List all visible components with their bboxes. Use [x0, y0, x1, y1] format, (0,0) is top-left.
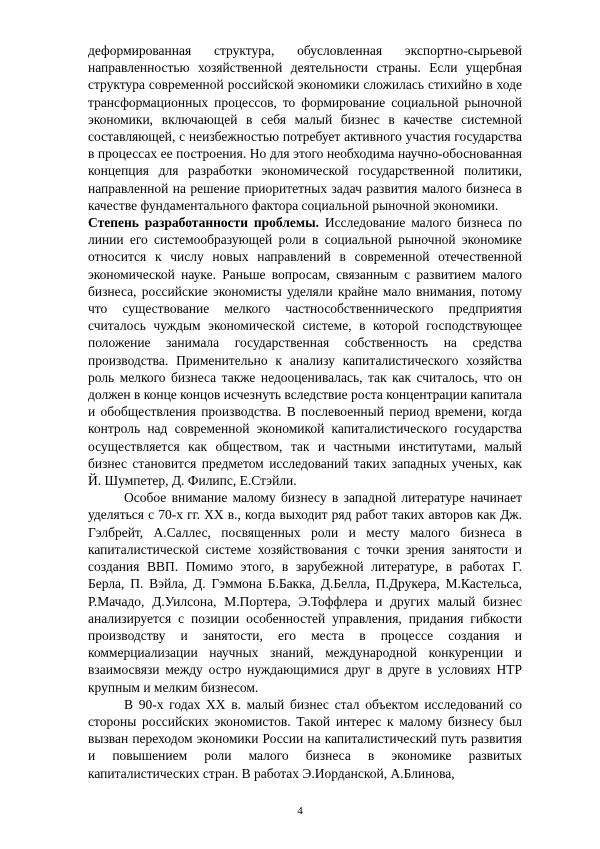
paragraph-3	[88, 489, 522, 695]
paragraph-4-text: В 90-х годах XX в. малый бизнес стал объектом исследований со стороны российских экономистов. Такой интерес к малому бизнесу был вызван переходом экономики России на капиталистический путь развития и повышением роли малого бизнеса в экономике развитых капиталистических стран. В работах Э.Иорданской, А.Блинова,	[88, 696, 522, 781]
paragraph-3-text: Особое внимание малому бизнесу в западной литературе начинает уделяться с 70-х гг. XX в., когда выходит ряд работ таких авторов как Дж. Гэлбрейт, А.Саллес, посвященных роли и месту малого бизнеса в капиталистической системе хозяйствования с точки зрения занятости и создания ВВП. Помимо этого, в зарубежной литературе, в работах Г. Берла, П. Вэйла, Д. Гэммона Б.Бакка, Д.Белла, П.Друкера, М.Кастельса, Р.Мачадо, Д.Уилсона, М.Портера, Э.Тоффлера и других малый бизнес анализируется с позиции особенностей управления, придания гибкости производству и занятости, его места в процессе создания и коммерциализации научных знаний, международной конкуренции и взаимосвязи между остро нуждающимися друг в друге в условиях НТР крупным и мелким бизнесом.	[88, 490, 522, 695]
page-number: 4	[297, 805, 303, 817]
paragraph-2	[88, 214, 522, 489]
paragraph-4	[88, 696, 522, 782]
paragraph-1	[88, 42, 522, 214]
section-heading: Степень разработанности проблемы.	[88, 215, 320, 231]
paragraph-1-text: деформированная структура, обусловленная экспортно-сырьевой направленностью хозяйственной деятельности страны. Если ущербная структура современной российской экономики сложилась стихийно в ходе трансформационных процессов, то формирование социальной рыночной экономики, включающей в себя малый бизнес в качестве системной составляющей, с неизбежностью потребует активного участия государства в процессах ее построения. Но для этого необходима научно-обоснованная концепция для разработки экономической государственной политики, направленной на решение приоритетных задач развития малого бизнеса в качестве фундаментального фактора социальной рыночной экономики.	[88, 43, 522, 213]
paragraph-2-text: Исследование малого бизнеса по линии его системообразующей роли в социальной рыночной экономике относится к числу новых направлений в современной отечественной экономической науке. Раньше вопросам, связанным с развитием малого бизнеса, российские экономисты уделяли крайне мало внимания, потому что существование мелкого частнособственнического предприятия считалось чуждым экономической системе, в которой господствующее положение занимала государственная собственность на средства производства. Применительно к анализу капиталистического хозяйства роль мелкого бизнеса также недооценивалась, так как считалось, что он должен в конце концов исчезнуть вследствие роста концентрации капитала и обобществления производства. В послевоенный период времени, когда контроль над современной экономикой капиталистического государства осуществляется как обществом, так и частными институтами, малый бизнес становится предметом исследований таких западных ученых, как Й. Шумпетер, Д. Филипс, Е.Стэйли.	[88, 215, 522, 489]
document-body	[88, 42, 522, 782]
